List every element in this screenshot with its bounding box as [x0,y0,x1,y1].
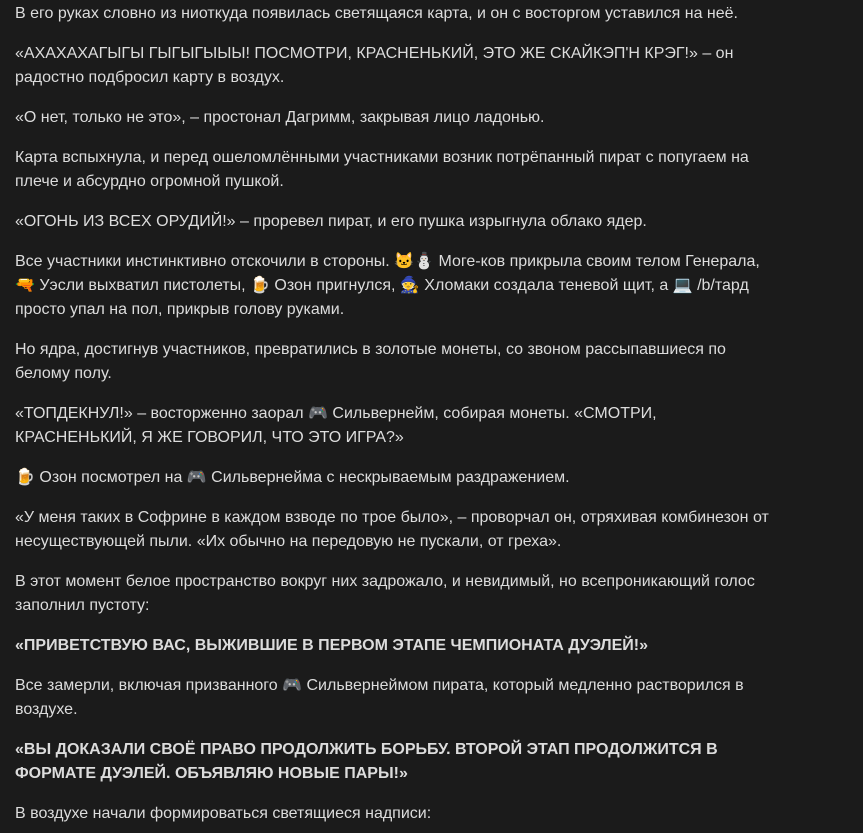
paragraph: Карта вспыхнула, и перед ошеломлёнными участниками возник потрёпанный пират с попугаем на плече и абсурдно огромной пушкой. [15,149,749,190]
paragraph: Но ядра, достигнув участников, превратились в золотые монеты, со звоном рассыпавшиеся по белому полу. [15,341,726,382]
paragraph: В воздухе начали формироваться светящиеся надписи: [15,805,432,822]
paragraph: «АХАХАХАГЫГЫ ГЫГЫГЫЫЫ! ПОСМОТРИ, КРАСНЕНЬКИЙ, ЭТО ЖЕ СКАЙКЭП'Н КРЭГ!» – он радостно подбросил карту в воздух. [15,45,734,86]
paragraph: В этот момент белое пространство вокруг них задрожало, и невидимый, но всепроникающий голос заполнил пустоту: [15,573,755,614]
paragraph: «ОГОНЬ ИЗ ВСЕХ ОРУДИЙ!» – проревел пират, и его пушка изрыгнула облако ядер. [15,213,647,230]
paragraph: В его руках словно из ниоткуда появилась светящаяся карта, и он с восторгом уставился на неё. [15,5,738,22]
paragraph: 🍺 Озон посмотрел на 🎮 Сильвернейма с нескрываемым раздражением. [15,469,570,486]
paragraph: «О нет, только не это», – простонал Дагримм, закрывая лицо ладонью. [15,109,545,126]
announcement-paragraph: «ПРИВЕТСТВУЮ ВАС, ВЫЖИВШИЕ В ПЕРВОМ ЭТАПЕ ЧЕМПИОНАТА ДУЭЛЕЙ!» [15,637,648,654]
paragraph: «ТОПДЕКНУЛ!» – восторженно заорал 🎮 Сильвернейм, собирая монеты. «СМОТРИ, КРАСНЕНЬКИЙ, Я ЖЕ ГОВОРИЛ, ЧТО ЭТО ИГРА?» [15,405,657,446]
announcement-paragraph: «ВЫ ДОКАЗАЛИ СВОЁ ПРАВО ПРОДОЛЖИТЬ БОРЬБУ. ВТОРОЙ ЭТАП ПРОДОЛЖИТСЯ В ФОРМАТЕ ДУЭЛЕЙ. ОБЪЯВЛЯЮ НОВЫЕ ПАРЫ!» [15,741,718,782]
paragraph: Все замерли, включая призванного 🎮 Сильвернеймом пирата, который медленно растворился в воздухе. [15,677,744,718]
paragraph: Все участники инстинктивно отскочили в стороны. 🐱⛄ Моге-ков прикрыла своим телом Генерала, 🔫 Уэсли выхватил пистолеты, 🍺 Озон пригнулся, 🧙 Хломаки создала теневой щит, а 💻 /b/тард просто упал на пол, прикрыв голову руками. [15,253,760,318]
paragraph: «У меня таких в Софрине в каждом взводе по трое было», – проворчал он, отряхивая комбинезон от несуществующей пыли. «Их обычно на передовую не пускали, от греха». [15,509,769,550]
